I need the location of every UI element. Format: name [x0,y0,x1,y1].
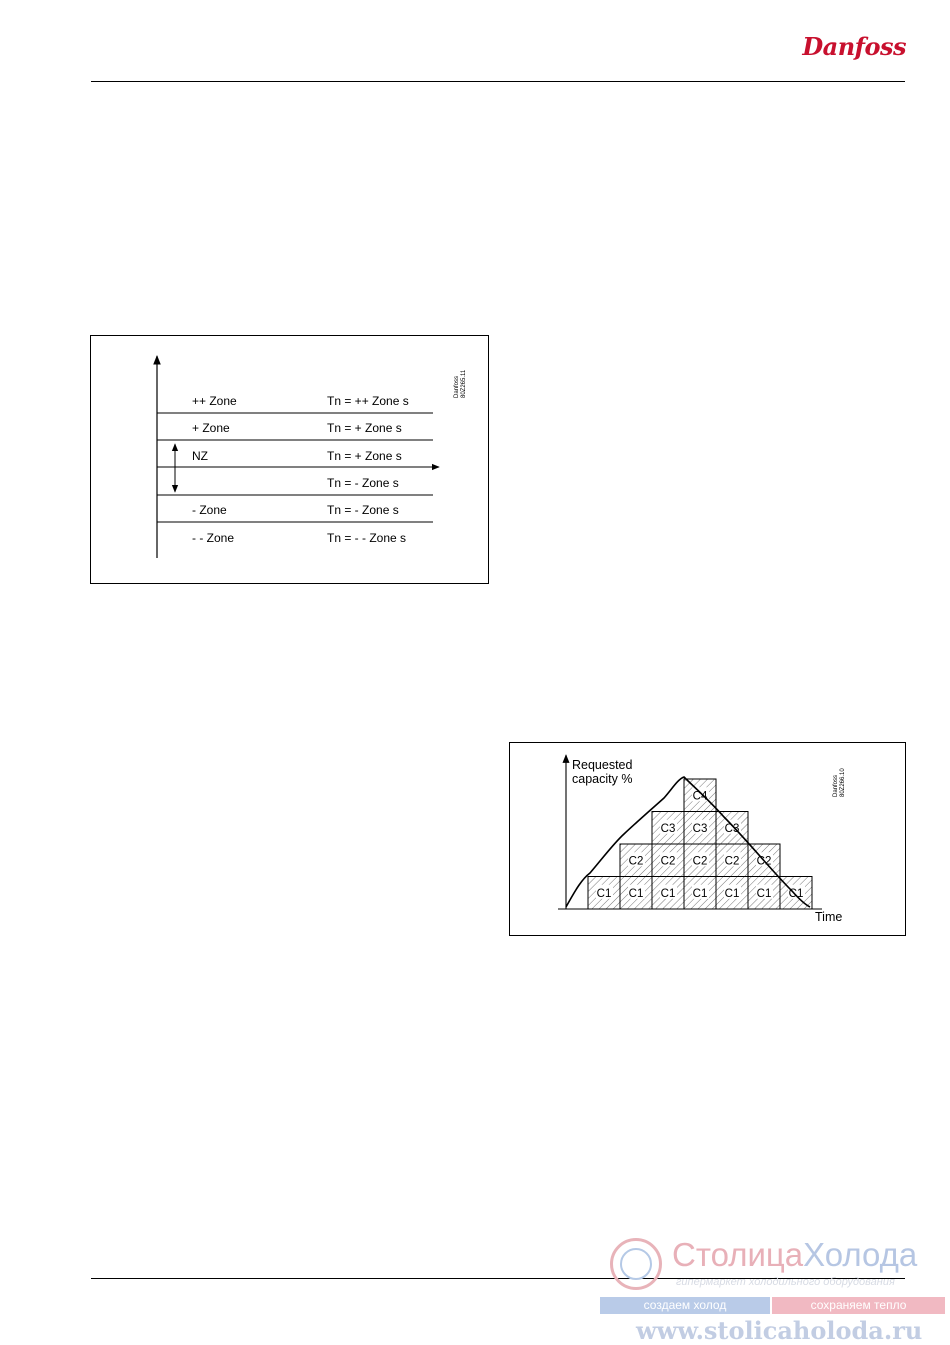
watermark [600,1232,945,1344]
zone-label: - - Zone [192,531,235,545]
drawing-code: Danfoss80Z266.10 [833,768,846,797]
zone-label: + Zone [192,421,230,435]
brand-name: Danfoss [802,32,906,61]
danfoss-logo [802,30,906,70]
watermark-url: www.stolicaholoda.ru [636,1316,923,1345]
drawing-code: Danfoss80Z265.11 [454,369,467,398]
block-label: C1 [596,887,612,900]
zone-diagram [90,335,489,584]
y-axis-label: Requested capacity % [572,758,633,786]
block-label: C3 [724,822,740,835]
block-label: C3 [692,822,708,835]
capacity-chart-svg [510,743,905,935]
tn-label: Tn = - Zone s [327,476,399,490]
zone-label: - Zone [192,503,227,517]
block-label: C1 [724,887,740,900]
block-label: C1 [628,887,644,900]
header-rule [91,81,905,82]
block-label: C2 [628,855,644,868]
tn-label: Tn = - - Zone s [327,531,407,545]
tn-label: Tn = + Zone s [327,421,402,435]
watermark-title [672,1236,917,1274]
watermark-band-right: сохраняем тепло [772,1297,945,1314]
watermark-title-a: Столица [672,1236,804,1273]
tn-label: Tn = - Zone s [327,503,399,517]
block-label: C2 [756,855,772,868]
watermark-band-left: создаем холод [600,1297,770,1314]
block-label: C1 [692,887,708,900]
tn-label: Tn = ++ Zone s [327,394,409,408]
tn-label: Tn = + Zone s [327,449,402,463]
block-label: C4 [692,790,708,803]
block-label: C1 [788,887,804,900]
block-label: C1 [660,887,676,900]
block-label: C2 [692,855,708,868]
zone-label: ++ Zone [192,394,237,408]
watermark-title-b: Холода [803,1236,918,1273]
block-label: C3 [660,822,676,835]
block-label: C2 [724,855,740,868]
block-label: C2 [660,855,676,868]
block-label: C1 [756,887,772,900]
watermark-subtitle: гипермаркет холодильного оборудования [676,1276,895,1288]
globe-icon [610,1238,662,1290]
capacity-chart [509,742,906,936]
x-axis-label: Time [815,910,843,924]
zone-diagram-svg [91,336,488,583]
zone-label: NZ [192,449,208,463]
